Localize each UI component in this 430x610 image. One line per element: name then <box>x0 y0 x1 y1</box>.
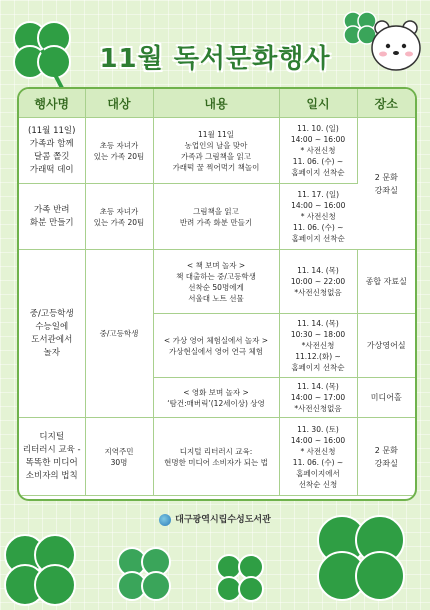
library-name: 대구광역시립수성도서관 <box>175 515 271 525</box>
header-content: 내용 <box>153 89 279 118</box>
event-target: 중/고등학생 <box>85 250 153 418</box>
library-logo-icon <box>159 514 171 526</box>
header-target: 대상 <box>85 89 153 118</box>
clover-bottom-left-icon <box>0 520 100 610</box>
table-header-row <box>19 89 415 118</box>
event-table-card <box>17 87 417 501</box>
event-table <box>19 89 415 496</box>
event-content: < 가상 영어 체험실에서 놀자 > 가상현실에서 영어 연극 체험 <box>153 314 279 378</box>
table-row <box>19 118 415 184</box>
event-content: 11월 11일 농업인의 날을 맞아 가족과 그림책을 읽고 가래떡 꿀 찍어먹기 책놀이 <box>153 118 279 184</box>
event-content: 그림책을 읽고 반려 가족 화분 만들기 <box>153 184 279 250</box>
event-place: 종합 자료실 <box>357 250 415 314</box>
event-place: 가상영어실 <box>357 314 415 378</box>
event-datetime: 11. 14. (목) 10:00 ~ 22:00 *사전신청없음 <box>279 250 357 314</box>
event-datetime: 11. 14. (목) 10:30 ~ 18:00 *사전신청 11.12.(화) ~ 홈페이지 선착순 <box>279 314 357 378</box>
event-name: 디지털 리터러시 교육 - 똑똑한 미디어 소비자의 법칙 <box>19 418 85 496</box>
event-target: 지역주민 30명 <box>85 418 153 496</box>
clover-bottom-center-icon <box>110 540 180 610</box>
event-place: 2 문화 강좌실 <box>357 418 415 496</box>
event-target: 초등 자녀가 있는 가족 20팀 <box>85 184 153 250</box>
header-event-name: 행사명 <box>19 89 85 118</box>
table-row <box>19 250 415 314</box>
header-datetime: 일시 <box>279 89 357 118</box>
table-row <box>19 184 415 250</box>
event-content: 디지털 리터러시 교육: 현명한 미디어 소비자가 되는 법 <box>153 418 279 496</box>
header-place: 장소 <box>357 89 415 118</box>
clover-bottom-mid-icon <box>210 548 270 608</box>
page-title: 11월 독서문화행사 <box>99 44 331 74</box>
event-datetime: 11. 30. (토) 14:00 ~ 16:00 * 사전신청 11. 06. (수) ~ 홈페이지에서 선착순 신청 <box>279 418 357 496</box>
event-content: < 영화 보며 놀자 > ‘탐건:매버릭’(12세이상) 상영 <box>153 378 279 418</box>
event-datetime: 11. 10. (일) 14:00 ~ 16:00 * 사전신청 11. 06. (수) ~ 홈페이지 선착순 <box>279 118 357 184</box>
event-datetime: 11. 17. (일) 14:00 ~ 16:00 * 사전신청 11. 06. (수) ~ 홈페이지 선착순 <box>279 184 357 250</box>
event-datetime: 11. 14. (목) 14:00 ~ 17:00 *사전신청없음 <box>279 378 357 418</box>
event-place: 미디어홀 <box>357 378 415 418</box>
library-footer <box>0 512 430 526</box>
event-name: 가족 반려 화분 만들기 <box>19 184 85 250</box>
event-name: (11월 11일) 가족과 함께 달콤 쫄깃 가래떡 데이 <box>19 118 85 184</box>
event-place: 2 문화 강좌실 <box>357 118 415 250</box>
event-content: < 책 보며 놀자 > 책 대출하는 중/고등학생 선착순 50명에게 서울대 노트 선물 <box>153 250 279 314</box>
event-name: 중/고등학생 수능일에 도서관에서 놀자 <box>19 250 85 418</box>
table-row <box>19 418 415 496</box>
event-target: 초등 자녀가 있는 가족 20팀 <box>85 118 153 184</box>
